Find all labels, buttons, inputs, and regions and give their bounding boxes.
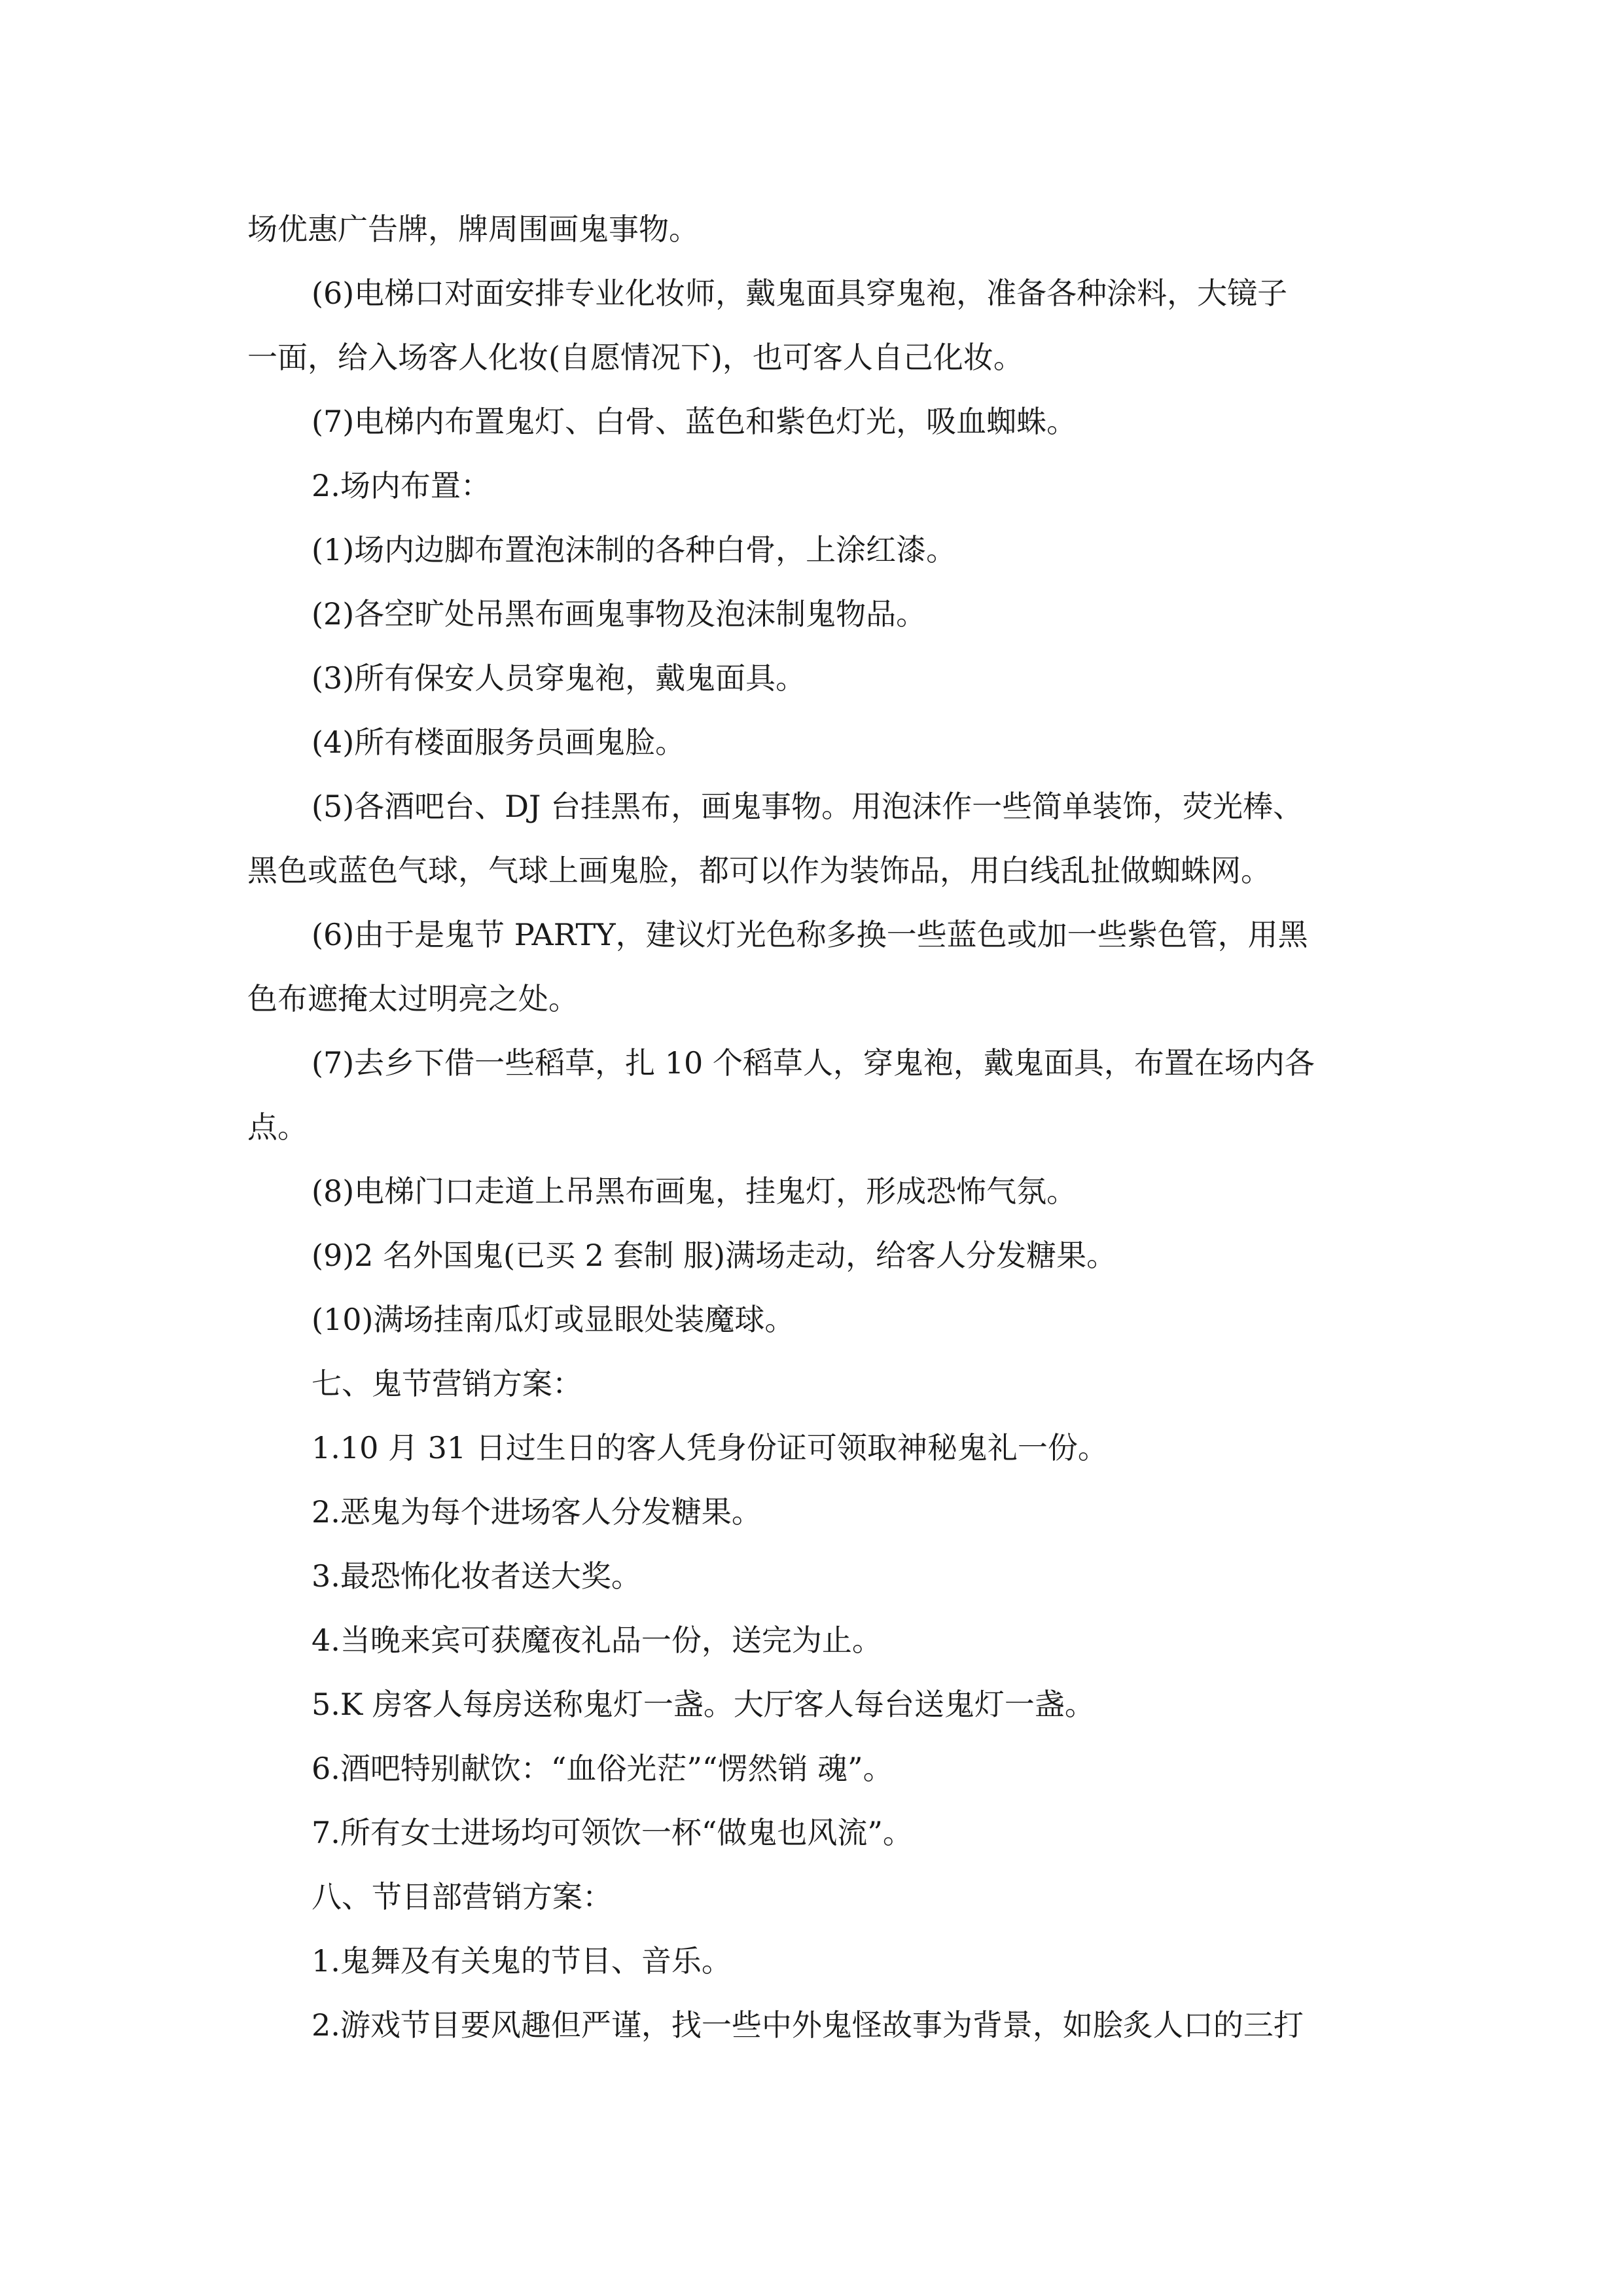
- text-line: 5.K 房客人每房送称鬼灯一盏。大厅客人每台送鬼灯一盏。: [312, 1687, 1095, 1722]
- text-line: (4)所有楼面服务员画鬼脸。: [312, 725, 686, 760]
- text-line: 点。: [247, 1109, 308, 1145]
- text-line: (2)各空旷处吊黑布画鬼事物及泡沫制鬼物品。: [312, 596, 927, 632]
- text-line: (7)去乡下借一些稻草，扎 10 个稻草人，穿鬼袍，戴鬼面具，布置在场内各: [312, 1045, 1315, 1081]
- section-heading: 七、鬼节营销方案：: [312, 1366, 582, 1401]
- text-line: (8)电梯门口走道上吊黑布画鬼，挂鬼灯，形成恐怖气氛。: [312, 1174, 1077, 1209]
- text-line: (9)2 名外国鬼(已买 2 套制 服)满场走动，给客人分发糖果。: [312, 1238, 1117, 1273]
- text-line: (6)由于是鬼节 PARTY，建议灯光色称多换一些蓝色或加一些紫色管，用黑: [312, 917, 1308, 952]
- text-line: 黑色或蓝色气球，气球上画鬼脸，都可以作为装饰品，用白线乱扯做蜘蛛网。: [247, 853, 1271, 888]
- section-heading: 2.场内布置：: [312, 468, 491, 503]
- text-line: 3.最恐怖化妆者送大奖。: [312, 1558, 641, 1594]
- text-line: 4.当晚来宾可获魔夜礼品一份，送完为止。: [312, 1623, 882, 1658]
- text-line: (10)满场挂南瓜灯或显眼处装魔球。: [312, 1302, 795, 1337]
- text-line: (3)所有保安人员穿鬼袍，戴鬼面具。: [312, 660, 806, 696]
- text-line: (6)电梯口对面安排专业化妆师，戴鬼面具穿鬼袍，准备各种涂料，大镜子: [312, 276, 1288, 311]
- text-line: (7)电梯内布置鬼灯、白骨、蓝色和紫色灯光，吸血蜘蛛。: [312, 404, 1077, 439]
- text-line: 2.游戏节目要风趣但严谨，找一些中外鬼怪故事为背景，如脍炙人口的三打: [312, 2007, 1304, 2043]
- text-line: 场优惠广告牌，牌周围画鬼事物。: [247, 211, 699, 247]
- text-line: 6.酒吧特别献饮：“血俗光茫”“愣然销 魂”。: [312, 1751, 893, 1786]
- text-line: 一面，给入场客人化妆(自愿情况下)，也可客人自己化妆。: [247, 340, 1024, 375]
- text-line: (1)场内边脚布置泡沫制的各种白骨，上涂红漆。: [312, 532, 957, 567]
- text-line: 7.所有女士进场均可领饮一杯“做鬼也风流”。: [312, 1815, 913, 1850]
- text-line: 1.10 月 31 日过生日的客人凭身份证可领取神秘鬼礼一份。: [312, 1430, 1108, 1465]
- text-line: (5)各酒吧台、DJ 台挂黑布，画鬼事物。用泡沫作一些简单装饰，荧光棒、: [312, 789, 1304, 824]
- text-line: 2.恶鬼为每个进场客人分发糖果。: [312, 1494, 762, 1530]
- document-body: [247, 197, 1378, 2057]
- section-heading: 八、节目部营销方案：: [312, 1879, 613, 1914]
- text-line: 色布遮掩太过明亮之处。: [247, 981, 579, 1016]
- text-line: 1.鬼舞及有关鬼的节目、音乐。: [312, 1943, 732, 1979]
